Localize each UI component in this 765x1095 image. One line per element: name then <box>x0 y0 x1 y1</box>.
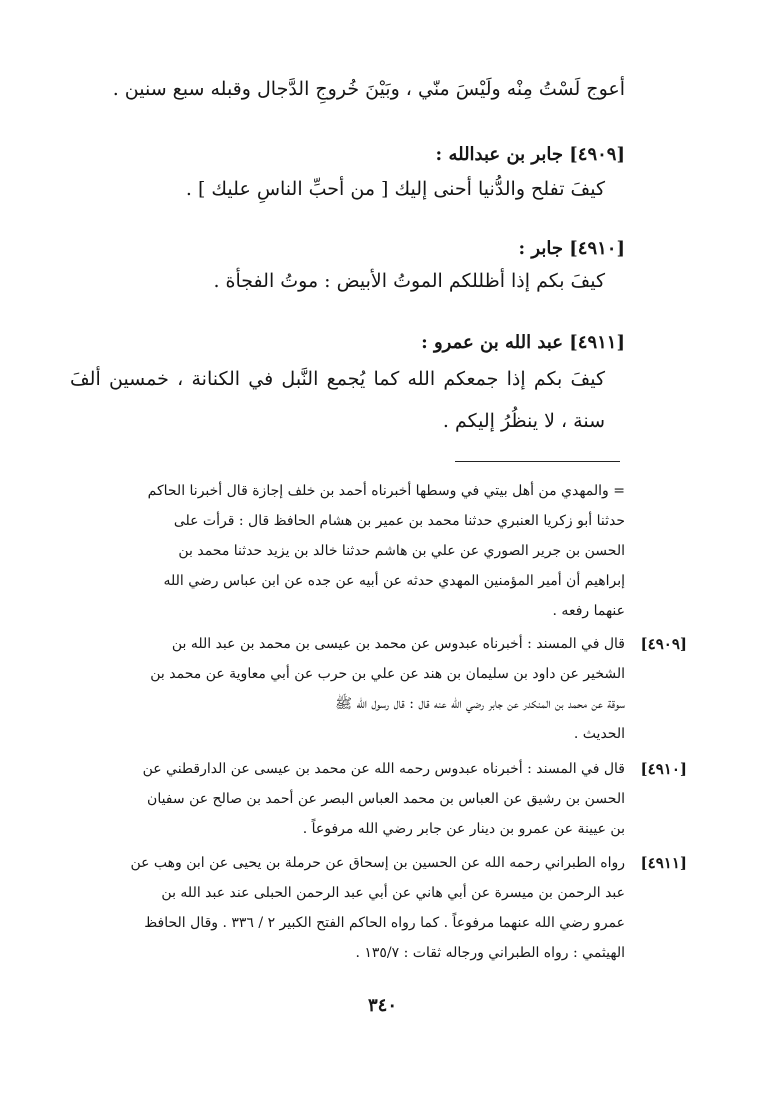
entry-4911-text-line-1: كيفَ بكم إذا جمعكم الله كما يُجمع النَّبل في الكنانة ، خمسين ألفَ <box>70 368 605 390</box>
footnote-4909-line-2: الشخير عن داود بن سليمان بن هند عن علي بن حرب عن أبي معاوية عن محمد بن <box>150 666 625 682</box>
footnote-continuation-line-1: = والمهدي من أهل بيتي في وسطها أخبرناه أحمد بن خلف إجازة قال أخبرنا الحاكم <box>147 483 625 499</box>
entry-number: [٤٩١١] <box>569 332 625 353</box>
entry-4909-text: كيفَ تفلح والدُّنيا أحنى إليك [ من أحبِّ الناسِ عليك ] . <box>185 178 605 200</box>
entry-4910-text: كيفَ بكم إذا أظللكم الموتُ الأبيض : موتُ الفجأة . <box>213 270 605 292</box>
footnote-4909-line-1: قال في المسند : أخبرناه عبدوس عن محمد بن عيسى بن محمد بن عبد الله بن <box>171 636 625 652</box>
footnote-4910-line-3: بن عيينة عن عمرو بن دينار عن جابر رضي الله مرفوعاً . <box>302 821 625 837</box>
footnote-4910-line-1: قال في المسند : أخبرناه عبدوس رحمه الله عن محمد بن عيسى عن الدارقطني عن <box>142 761 625 777</box>
footnote-4911-line-3: عمرو رضي الله عنهما مرفوعاً . كما رواه الحاكم الفتح الكبير ٢ / ٣٣٦ . وقال الحافظ <box>144 915 625 931</box>
footnote-continuation-line-3: الحسن بن جرير الصوري عن علي بن هاشم حدثنا خالد بن يزيد حدثنا محمد بن <box>178 543 625 559</box>
footnote-separator <box>455 461 620 462</box>
entry-4910-heading-line <box>125 236 625 262</box>
entry-4911-heading-line <box>125 330 625 356</box>
entry-4911-text-line-2: سنة ، لا ينظُرُ إليكم . <box>442 410 605 432</box>
footnote-4910-line-2: الحسن بن رشيق عن العباس بن محمد العباس البصر عن أحمد بن صالح عن سفيان <box>147 791 625 807</box>
entry-number: [٤٩٠٩] <box>569 144 625 165</box>
entry-4909-heading-line <box>125 142 625 168</box>
footnote-4910-number: [٤٩١٠] <box>640 760 687 778</box>
main-intro-line: أعوج لَسْتُ مِنْه ولَيْسَ منّي ، وبَيْنَ خُروجِ الدَّجال وقبله سبع سنين . <box>112 78 625 100</box>
page-number: ٣٤٠ <box>367 995 397 1016</box>
entry-heading: جابر : <box>518 238 563 259</box>
entry-number: [٤٩١٠] <box>569 238 625 259</box>
footnote-4911-line-2: عبد الرحمن بن ميسرة عن أبي هاني عن أبي عبد الرحمن الحبلى عند عبد الله بن <box>161 885 625 901</box>
footnote-continuation-line-2: حدثنا أبو زكريا العنبري حدثنا محمد بن عمير بن هشام الحافظ قال : قرأت على <box>173 513 625 529</box>
footnote-continuation-line-4: إبراهيم أن أمير المؤمنين المهدي حدثه عن أبيه عن جده عن ابن عباس رضي الله <box>163 573 625 589</box>
footnote-4911-line-1: رواه الطبراني رحمه الله عن الحسين بن إسحاق عن حرملة بن يحيى عن ابن وهب عن <box>130 855 625 871</box>
footnote-continuation-line-5: عنهما رفعه . <box>552 603 625 619</box>
footnote-4911-number: [٤٩١١] <box>640 854 687 872</box>
footnote-4909-line-3: سوقة عن محمد بن المنكدر عن جابر رضي الله عنه قال : قال رسول الله ﷺ <box>335 696 625 712</box>
footnote-4909-number: [٤٩٠٩] <box>640 635 687 653</box>
entry-heading: جابر بن عبدالله : <box>435 144 563 165</box>
footnote-4911-line-4: الهيثمي : رواه الطبراني ورجاله ثقات : ١٣٥/٧ . <box>355 945 625 961</box>
footnote-4909-line-4: الحديث . <box>573 726 625 742</box>
entry-heading: عبد الله بن عمرو : <box>421 332 563 353</box>
